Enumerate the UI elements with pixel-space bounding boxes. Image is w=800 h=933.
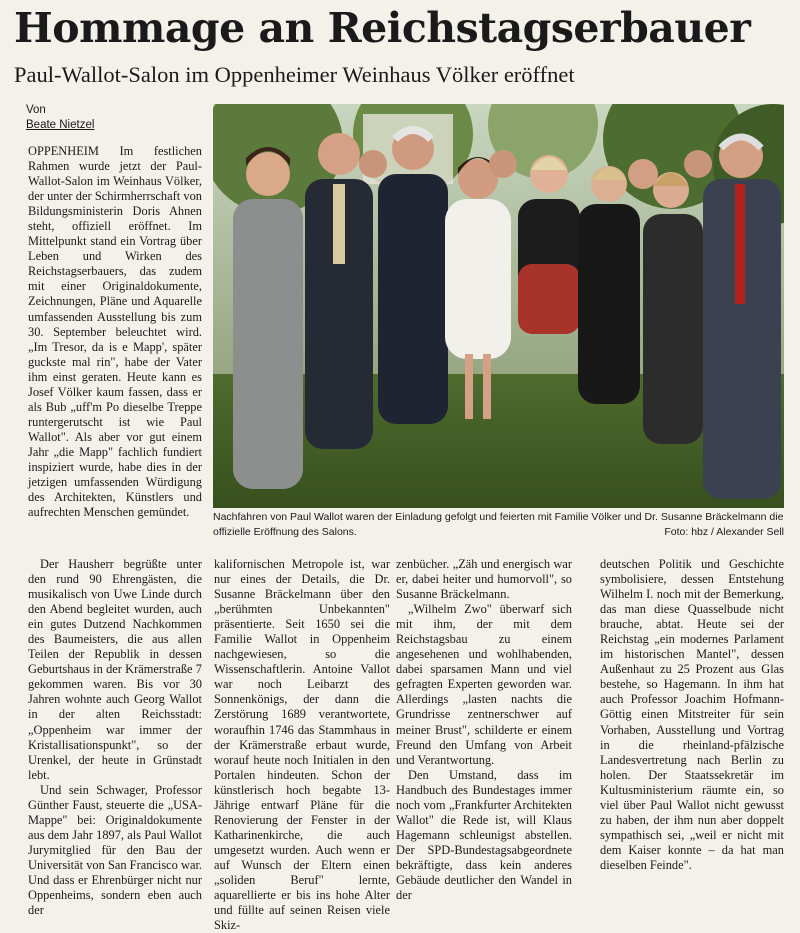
paragraph: Und sein Schwager, Professor Günther Faust, steuerte die „USA-Mappe" bei: Originaldokumente aus dem Jahr 1897, als Paul Wallot Jurymitglied für den Bau der Universität von San Francisco war. Und dass er Ehrenbürger nicht nur Oppenheims, sondern eben auch der xyxy=(28,782,202,918)
byline xyxy=(26,103,196,133)
group-photo-illustration xyxy=(213,104,784,508)
byline-label: Von xyxy=(26,104,46,116)
headline: Hommage an Reichstagserbauer xyxy=(14,4,751,52)
photo-caption xyxy=(213,510,784,540)
paragraph: „Wilhelm Zwo" überwarf sich mit ihm, der mit dem Reichstagsbau zu einem angesehenen und wohlhabenden, dabei sparsamen Mann und viel gefragten Experten geworden war. Allerdings „lasten nachts die Grundrisse zentnerschwer auf meiner Brust", schilderte er einem Freund den Umfang von Arbeit und Verantwortung. xyxy=(396,602,572,767)
paragraph: OPPENHEIM Im festlichen Rahmen wurde jetzt der Paul-Wallot-Salon im Weinhaus Völker, der unter der Schirmherrschaft von Bildungsministerin Doris Ahnen steht, offiziell eröffnet. Im Mittelpunkt stand ein Vortrag über Leben und Wirken des Reichstagserbauers, das zudem mit einer Originaldokumente, Zeichnungen, Pläne und Aquarelle umfassenden Ausstellung bis zum 30. September beleuchtet wird. „Im Tresor, da is e Mapp', später guckste mal rin", habe der Vater ihm einst geraten. Heute kann es Josef Völker kaum fassen, dass er als Bub „uff'm Po dieselbe Treppe runtergerutscht ist wie Paul Wallot". Als aber vor gut einem Jahr „die Mapp" fachlich fundiert inspiziert wurde, habe dies in der jetzigen umfassenden Würdigung des Architekten, Künstlers und aufrechten Menschen gemündet. xyxy=(28,144,202,520)
caption-text: Nachfahren von Paul Wallot waren der Einladung gefolgt und feierten mit Familie Völker und Dr. Susanne Bräckelmann die offizielle Eröffnung des Salons. xyxy=(213,511,784,538)
byline-author: Beate Nietzel xyxy=(26,119,95,131)
paragraph: deutschen Politik und Geschichte symbolisiere, dessen Entstehung Wilhelm I. noch mit der Bemerkung, das man diese Quasselbude nicht brauche, abtat. Heute sei der Reichstag „ein modernes Parlament im historischen Mantel", dessen Außenhaut zu 25 Prozent aus Glas bestehe, so Hagemann. In ihm hat auch Professor Joachim Hofmann-Göttig einen Mitstreiter für sein Vorhaben, Ausstellung und Vortrag in die rheinland-pfälzische Landesvertretung nach Berlin zu holen. Der Staatssekretär im Kultusministerium räumte ein, so viel über Paul Wallot nicht gewusst zu haben, der ihm nun aber doppelt sympathisch sei, „weil er nicht mit dem Kaiser konnte – da hat man dieselben Feinde". xyxy=(600,557,784,872)
article-photo xyxy=(213,104,784,508)
article-column-2 xyxy=(214,557,390,933)
subheadline: Paul-Wallot-Salon im Oppenheimer Weinhaus Völker eröffnet xyxy=(14,62,575,87)
article-column-4 xyxy=(600,557,784,873)
paragraph: Der Hausherr begrüßte unter den rund 90 Ehrengästen, die musikalisch von Uwe Linde durch den Abend begleitet wurden, auch ein gutes Dutzend Nachkommen des Baumeisters, die aus allen Teilen der Republik in dessen Geburtshaus in der Krämerstraße 7 gekommen waren. Bis vor 30 Jahren wohnte auch Georg Wallot in der alten Reichsstadt: „Oppenheim war immer der Kristallisationspunkt", so der Urenkel, der heute in Grünstadt lebt. xyxy=(28,557,202,782)
paragraph: Den Umstand, dass im Handbuch des Bundestages immer noch vom „Frankfurter Architekten Wallot" die Rede ist, will Klaus Hagemann schleunigst abstellen. Der SPD-Bundestagsabgeordnete bekräftigte, dass kein anderes Gebäude deutlicher den Wandel in der xyxy=(396,767,572,903)
article-column-1-bottom xyxy=(28,557,202,918)
paragraph: kalifornischen Metropole ist, war nur eines der Details, die Dr. Susanne Bräckelmann über den „berühmten Unbekannten" präsentierte. Seit 1650 sei die Familie Wallot in Oppenheim nachgewiesen, so die Wissenschaftlerin. Antoine Vallot war noch Leibarzt des Sonnenkönigs, der dann die Zerstörung 1689 verantwortete, woraufhin 1746 das Stammhaus in der Krämerstraße erbaut wurde, worauf heute noch Initialen in den Portalen hindeuten. Schon der künstlerisch hoch begabte 13-Jährige entwarf Pläne für die Renovierung der Fenster in der Katharinenkirche, die auch umgesetzt wurden. Auch wenn er auf Wunsch der Eltern einen „soliden Beruf" lernte, aquarellierte er bis ins hohe Alter und füllte auf seinen Reisen viele Skiz- xyxy=(214,557,390,933)
photo-credit: Foto: hbz / Alexander Sell xyxy=(664,526,784,538)
article-column-3 xyxy=(396,557,572,903)
paragraph: zenbücher. „Zäh und energisch war er, dabei heiter und humorvoll", so Susanne Bräckelmann. xyxy=(396,557,572,602)
article-column-1-top xyxy=(28,144,202,520)
